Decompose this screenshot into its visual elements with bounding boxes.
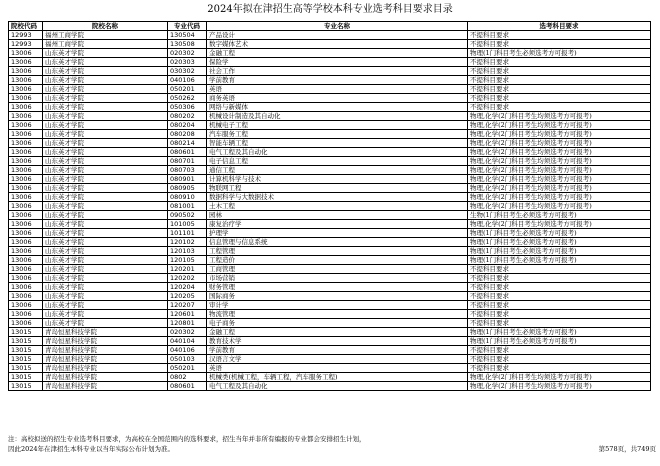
- cell-school-code: 13006: [9, 85, 43, 94]
- page-number: 第578页，共749页: [598, 445, 656, 453]
- cell-major-code: 130504: [168, 31, 207, 40]
- cell-school-code: 13006: [9, 184, 43, 193]
- cell-school-name: 山东英才学院: [43, 283, 168, 292]
- cell-school-name: 青岛恒星科技学院: [43, 355, 168, 364]
- table-row: [9, 157, 651, 166]
- table-row: [9, 193, 651, 202]
- table-row: [9, 175, 651, 184]
- cell-requirement: 不提科目要求: [468, 301, 651, 310]
- cell-school-name: 山东英才学院: [43, 229, 168, 238]
- table-row: [9, 355, 651, 364]
- header-school-name: 院校名称: [43, 22, 168, 31]
- cell-requirement: 不提科目要求: [468, 274, 651, 283]
- cell-requirement: 物理(1门科目考生必须选考方可报考): [468, 229, 651, 238]
- cell-major-code: 050306: [168, 103, 207, 112]
- cell-school-code: 13006: [9, 58, 43, 67]
- cell-school-code: 13006: [9, 166, 43, 175]
- cell-school-name: 山东英才学院: [43, 67, 168, 76]
- cell-major-name: 通信工程: [207, 166, 468, 175]
- cell-requirement: 物理(1门科目考生必须选考方可报考): [468, 256, 651, 265]
- cell-school-name: 山东英才学院: [43, 157, 168, 166]
- cell-major-code: 0802: [168, 373, 207, 382]
- cell-requirement: 物理,化学(2门科目考生均须选考方可报考): [468, 130, 651, 139]
- cell-school-name: 山东英才学院: [43, 238, 168, 247]
- cell-major-code: 120103: [168, 247, 207, 256]
- table-row: [9, 103, 651, 112]
- cell-school-name: 福州工商学院: [43, 31, 168, 40]
- cell-major-name: 园林: [207, 211, 468, 220]
- cell-major-code: 120205: [168, 292, 207, 301]
- cell-school-code: 13015: [9, 328, 43, 337]
- cell-requirement: 物理,化学(2门科目考生均须选考方可报考): [468, 166, 651, 175]
- cell-school-name: 山东英才学院: [43, 310, 168, 319]
- cell-school-name: 山东英才学院: [43, 103, 168, 112]
- table-row: [9, 247, 651, 256]
- table-row: [9, 112, 651, 121]
- table-row: [9, 382, 651, 391]
- table-row: [9, 265, 651, 274]
- table-row: [9, 166, 651, 175]
- cell-requirement: 不提科目要求: [468, 265, 651, 274]
- cell-requirement: 物理(1门科目考生必须选考方可报考): [468, 328, 651, 337]
- cell-major-name: 信息管理与信息系统: [207, 238, 468, 247]
- cell-school-code: 13006: [9, 112, 43, 121]
- cell-school-name: 山东英才学院: [43, 166, 168, 175]
- table-row: [9, 220, 651, 229]
- table-row: [9, 148, 651, 157]
- table-row: [9, 67, 651, 76]
- cell-major-name: 教育技术学: [207, 337, 468, 346]
- table-row: [9, 49, 651, 58]
- cell-major-name: 数据科学与大数据技术: [207, 193, 468, 202]
- cell-major-name: 审计学: [207, 301, 468, 310]
- cell-major-name: 金融工程: [207, 328, 468, 337]
- cell-major-name: 电子商务: [207, 319, 468, 328]
- cell-major-code: 101005: [168, 220, 207, 229]
- table-row: [9, 76, 651, 85]
- header-school-code: 院校代码: [9, 22, 43, 31]
- cell-major-code: 080214: [168, 139, 207, 148]
- table-row: [9, 130, 651, 139]
- cell-major-code: 050201: [168, 364, 207, 373]
- cell-school-code: 13006: [9, 67, 43, 76]
- cell-major-code: 120204: [168, 283, 207, 292]
- cell-requirement: 物理,化学(2门科目考生均须选考方可报考): [468, 193, 651, 202]
- table-body: [9, 31, 651, 391]
- cell-major-code: 081001: [168, 202, 207, 211]
- cell-major-code: 080901: [168, 175, 207, 184]
- cell-school-name: 山东英才学院: [43, 49, 168, 58]
- cell-major-code: 030302: [168, 67, 207, 76]
- cell-major-name: 市场营销: [207, 274, 468, 283]
- cell-major-name: 物联网工程: [207, 184, 468, 193]
- cell-school-code: 13006: [9, 247, 43, 256]
- cell-school-name: 山东英才学院: [43, 292, 168, 301]
- cell-major-name: 商务英语: [207, 94, 468, 103]
- cell-major-name: 机械类(机械工程，车辆工程，汽车服务工程): [207, 373, 468, 382]
- cell-school-name: 青岛恒星科技学院: [43, 337, 168, 346]
- cell-school-name: 山东英才学院: [43, 211, 168, 220]
- cell-major-name: 计算机科学与技术: [207, 175, 468, 184]
- cell-requirement: 物理,化学(2门科目考生均须选考方可报考): [468, 175, 651, 184]
- cell-school-name: 山东英才学院: [43, 301, 168, 310]
- cell-school-name: 山东英才学院: [43, 175, 168, 184]
- cell-school-name: 山东英才学院: [43, 184, 168, 193]
- cell-major-code: 120601: [168, 310, 207, 319]
- cell-school-code: 13006: [9, 175, 43, 184]
- table-row: [9, 292, 651, 301]
- table-row: [9, 94, 651, 103]
- cell-major-name: 智能车辆工程: [207, 139, 468, 148]
- cell-requirement: 不提科目要求: [468, 310, 651, 319]
- cell-requirement: 不提科目要求: [468, 364, 651, 373]
- footer-note-line2: 因此2024年在津招生本科专业以当年实际公布计划为准。: [8, 445, 175, 453]
- table-row: [9, 256, 651, 265]
- cell-major-name: 汉语言文学: [207, 355, 468, 364]
- cell-requirement: 不提科目要求: [468, 355, 651, 364]
- cell-school-code: 13006: [9, 319, 43, 328]
- cell-requirement: 不提科目要求: [468, 283, 651, 292]
- cell-requirement: 物理,化学(2门科目考生均须选考方可报考): [468, 148, 651, 157]
- cell-school-code: 13006: [9, 283, 43, 292]
- cell-major-name: 电气工程及其自动化: [207, 382, 468, 391]
- cell-school-code: 13015: [9, 355, 43, 364]
- cell-school-code: 13006: [9, 292, 43, 301]
- cell-school-name: 青岛恒星科技学院: [43, 364, 168, 373]
- cell-major-name: 保险学: [207, 58, 468, 67]
- cell-school-code: 13006: [9, 301, 43, 310]
- cell-major-name: 数字媒体艺术: [207, 40, 468, 49]
- cell-requirement: 物理(1门科目考生必须选考方可报考): [468, 238, 651, 247]
- cell-major-name: 学前教育: [207, 346, 468, 355]
- cell-major-name: 工程造价: [207, 256, 468, 265]
- cell-major-name: 土木工程: [207, 202, 468, 211]
- cell-major-code: 080601: [168, 148, 207, 157]
- table-row: [9, 211, 651, 220]
- cell-school-name: 山东英才学院: [43, 94, 168, 103]
- cell-requirement: 不提科目要求: [468, 85, 651, 94]
- cell-major-name: 电气工程及其自动化: [207, 148, 468, 157]
- cell-school-code: 13006: [9, 274, 43, 283]
- cell-major-code: 101101: [168, 229, 207, 238]
- cell-school-name: 山东英才学院: [43, 256, 168, 265]
- cell-major-code: 120801: [168, 319, 207, 328]
- cell-school-name: 青岛恒星科技学院: [43, 382, 168, 391]
- cell-major-code: 020303: [168, 58, 207, 67]
- cell-school-name: 山东英才学院: [43, 85, 168, 94]
- table-row: [9, 58, 651, 67]
- table-row: [9, 229, 651, 238]
- cell-major-name: 国际商务: [207, 292, 468, 301]
- cell-major-name: 汽车服务工程: [207, 130, 468, 139]
- cell-major-code: 080910: [168, 193, 207, 202]
- cell-requirement: 物理,化学(2门科目考生均须选考方可报考): [468, 121, 651, 130]
- cell-requirement: 不提科目要求: [468, 319, 651, 328]
- cell-major-name: 英语: [207, 364, 468, 373]
- cell-major-name: 财务管理: [207, 283, 468, 292]
- cell-major-name: 工商管理: [207, 265, 468, 274]
- cell-school-name: 山东英才学院: [43, 202, 168, 211]
- cell-major-code: 120105: [168, 256, 207, 265]
- cell-requirement: 不提科目要求: [468, 292, 651, 301]
- cell-school-code: 13006: [9, 94, 43, 103]
- cell-major-code: 080204: [168, 121, 207, 130]
- cell-major-name: 工程管理: [207, 247, 468, 256]
- cell-major-name: 机械电子工程: [207, 121, 468, 130]
- cell-major-code: 120207: [168, 301, 207, 310]
- cell-school-name: 青岛恒星科技学院: [43, 328, 168, 337]
- cell-school-name: 山东英才学院: [43, 274, 168, 283]
- header-major-name: 专业名称: [207, 22, 468, 31]
- header-requirement: 选考科目要求: [468, 22, 651, 31]
- cell-requirement: 生物(1门科目考生必须选考方可报考): [468, 211, 651, 220]
- table-row: [9, 184, 651, 193]
- cell-school-code: 13006: [9, 148, 43, 157]
- cell-school-code: 13006: [9, 103, 43, 112]
- table-row: [9, 31, 651, 40]
- cell-school-code: 13006: [9, 139, 43, 148]
- cell-major-code: 050201: [168, 85, 207, 94]
- cell-school-name: 山东英才学院: [43, 130, 168, 139]
- cell-school-code: 13006: [9, 220, 43, 229]
- table-row: [9, 310, 651, 319]
- cell-major-name: 康复治疗学: [207, 220, 468, 229]
- table-row: [9, 364, 651, 373]
- cell-school-name: 山东英才学院: [43, 121, 168, 130]
- cell-school-name: 山东英才学院: [43, 58, 168, 67]
- cell-school-code: 13006: [9, 202, 43, 211]
- cell-major-name: 机械设计制造及其自动化: [207, 112, 468, 121]
- cell-school-code: 13006: [9, 130, 43, 139]
- cell-school-code: 13006: [9, 157, 43, 166]
- cell-major-code: 080202: [168, 112, 207, 121]
- table-row: [9, 337, 651, 346]
- cell-school-code: 13006: [9, 211, 43, 220]
- page-title: 2024年拟在津招生高等学校本科专业选考科目要求目录: [207, 4, 453, 15]
- cell-school-code: 13006: [9, 265, 43, 274]
- cell-school-code: 13015: [9, 382, 43, 391]
- cell-requirement: 不提科目要求: [468, 31, 651, 40]
- cell-major-code: 120102: [168, 238, 207, 247]
- cell-school-name: 山东英才学院: [43, 148, 168, 157]
- cell-major-code: 020302: [168, 49, 207, 58]
- cell-major-code: 020302: [168, 328, 207, 337]
- cell-school-code: 13006: [9, 229, 43, 238]
- cell-major-name: 学前教育: [207, 76, 468, 85]
- cell-major-name: 产品设计: [207, 31, 468, 40]
- cell-requirement: 物理,化学(2门科目考生均须选考方可报考): [468, 139, 651, 148]
- cell-major-code: 040106: [168, 346, 207, 355]
- cell-school-name: 山东英才学院: [43, 220, 168, 229]
- table-row: [9, 328, 651, 337]
- cell-school-code: 13006: [9, 121, 43, 130]
- cell-major-code: 040106: [168, 76, 207, 85]
- cell-major-code: 130508: [168, 40, 207, 49]
- table-row: [9, 274, 651, 283]
- cell-requirement: 不提科目要求: [468, 76, 651, 85]
- cell-major-code: 080208: [168, 130, 207, 139]
- table-row: [9, 40, 651, 49]
- cell-school-name: 山东英才学院: [43, 112, 168, 121]
- cell-major-name: 电子信息工程: [207, 157, 468, 166]
- cell-major-name: 英语: [207, 85, 468, 94]
- cell-major-name: 社会工作: [207, 67, 468, 76]
- cell-school-name: 山东英才学院: [43, 139, 168, 148]
- cell-school-name: 山东英才学院: [43, 247, 168, 256]
- cell-major-name: 金融工程: [207, 49, 468, 58]
- cell-requirement: 物理(1门科目考生必须选考方可报考): [468, 49, 651, 58]
- cell-school-code: 13006: [9, 193, 43, 202]
- cell-major-code: 090502: [168, 211, 207, 220]
- cell-school-code: 13015: [9, 346, 43, 355]
- table-row: [9, 283, 651, 292]
- cell-requirement: 物理,化学(2门科目考生均须选考方可报考): [468, 373, 651, 382]
- table-row: [9, 319, 651, 328]
- table-row: [9, 301, 651, 310]
- cell-school-code: 12993: [9, 31, 43, 40]
- cell-requirement: 物理,化学(2门科目考生均须选考方可报考): [468, 202, 651, 211]
- header-major-code: 专业代码: [168, 22, 207, 31]
- cell-major-code: 040104: [168, 337, 207, 346]
- cell-requirement: 物理,化学(2门科目考生均须选考方可报考): [468, 184, 651, 193]
- cell-school-code: 13006: [9, 256, 43, 265]
- cell-requirement: 不提科目要求: [468, 58, 651, 67]
- cell-major-code: 050103: [168, 355, 207, 364]
- table-row: [9, 202, 651, 211]
- requirements-table: [8, 21, 651, 391]
- cell-requirement: 不提科目要求: [468, 67, 651, 76]
- footer-note-line1: 注：高校拟送的招生专业选考科目要求，为高校在全国范围内的选科要求，招生当年并非所有编报的专业都会安排招生计划，: [8, 435, 366, 443]
- cell-school-code: 13015: [9, 373, 43, 382]
- cell-requirement: 物理,化学(2门科目考生均须选考方可报考): [468, 157, 651, 166]
- cell-school-name: 山东英才学院: [43, 319, 168, 328]
- table-row: [9, 121, 651, 130]
- cell-major-code: 120201: [168, 265, 207, 274]
- table-row: [9, 85, 651, 94]
- cell-requirement: 物理(1门科目考生必须选考方可报考): [468, 337, 651, 346]
- cell-requirement: 物理,化学(2门科目考生均须选考方可报考): [468, 112, 651, 121]
- cell-school-name: 山东英才学院: [43, 265, 168, 274]
- cell-requirement: 物理,化学(2门科目考生均须选考方可报考): [468, 220, 651, 229]
- cell-major-code: 080703: [168, 166, 207, 175]
- cell-major-name: 网络与新媒体: [207, 103, 468, 112]
- table-row: [9, 139, 651, 148]
- cell-school-code: 13006: [9, 49, 43, 58]
- cell-school-code: 13006: [9, 310, 43, 319]
- cell-school-name: 青岛恒星科技学院: [43, 373, 168, 382]
- cell-requirement: 不提科目要求: [468, 346, 651, 355]
- cell-major-name: 物流管理: [207, 310, 468, 319]
- cell-requirement: 物理(1门科目考生必须选考方可报考): [468, 247, 651, 256]
- cell-school-code: 13015: [9, 337, 43, 346]
- cell-major-code: 080905: [168, 184, 207, 193]
- table-header-row: [9, 22, 651, 31]
- cell-school-name: 山东英才学院: [43, 76, 168, 85]
- table-row: [9, 373, 651, 382]
- cell-school-name: 青岛恒星科技学院: [43, 346, 168, 355]
- cell-school-code: 13006: [9, 238, 43, 247]
- cell-major-code: 120202: [168, 274, 207, 283]
- cell-major-name: 护理学: [207, 229, 468, 238]
- cell-school-name: 福州工商学院: [43, 40, 168, 49]
- cell-requirement: 不提科目要求: [468, 103, 651, 112]
- cell-requirement: 不提科目要求: [468, 40, 651, 49]
- cell-school-code: 12993: [9, 40, 43, 49]
- cell-major-code: 050262: [168, 94, 207, 103]
- table-row: [9, 346, 651, 355]
- cell-major-code: 080601: [168, 382, 207, 391]
- cell-major-code: 080701: [168, 157, 207, 166]
- cell-school-name: 山东英才学院: [43, 193, 168, 202]
- table-row: [9, 238, 651, 247]
- cell-school-code: 13015: [9, 364, 43, 373]
- cell-requirement: 物理,化学(2门科目考生均须选考方可报考): [468, 382, 651, 391]
- cell-school-code: 13006: [9, 76, 43, 85]
- cell-requirement: 不提科目要求: [468, 94, 651, 103]
